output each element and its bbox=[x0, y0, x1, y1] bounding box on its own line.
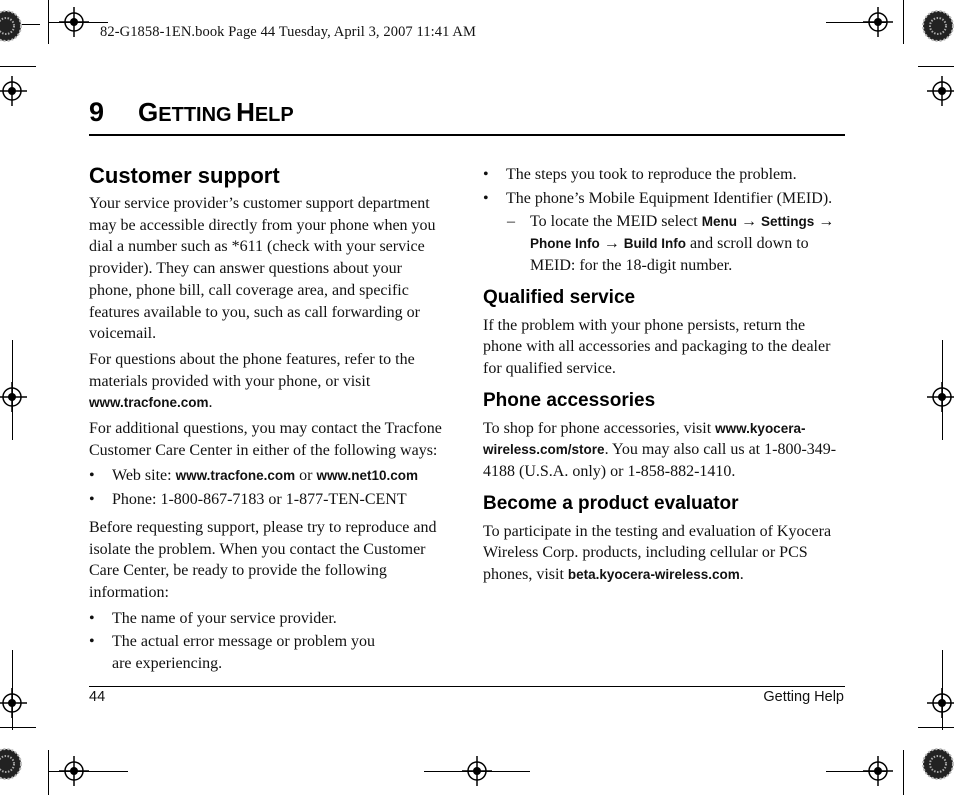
left-column bbox=[89, 163, 449, 681]
product-evaluator-paragraph: To participate in the testing and evaluation of Kyocera Wireless Corp. products, including cellular or PCS phones, visit beta.kyocera-wireless.com. bbox=[483, 522, 832, 584]
list-item: • The actual error message or problem you are experiencing. bbox=[89, 633, 376, 673]
kyocera-store-link[interactable]: www.kyocera-wireless.com/store bbox=[483, 420, 806, 458]
print-slug: 82-G1858-1EN.book Page 44 Tuesday, April 3, 2007 11:41 AM bbox=[100, 24, 476, 40]
menu-path-build-info: Build Info bbox=[623, 236, 686, 252]
customer-support-heading: Customer support bbox=[89, 163, 280, 188]
tracfone-link[interactable]: www.tracfone.com bbox=[89, 395, 209, 411]
qualified-service-heading: Qualified service bbox=[483, 286, 636, 308]
registration-mark-icon bbox=[927, 382, 954, 412]
right-column bbox=[483, 164, 847, 590]
phone-accessories-heading: Phone accessories bbox=[483, 389, 656, 411]
registration-mark-icon bbox=[462, 756, 492, 786]
net10-link[interactable]: www.net10.com bbox=[316, 468, 418, 484]
footer-section-title: Getting Help bbox=[763, 689, 844, 705]
list-item: • The steps you took to reproduce the problem. bbox=[483, 166, 797, 183]
product-evaluator-heading: Become a product evaluator bbox=[483, 492, 739, 514]
customer-support-paragraph: Your service provider’s customer support department may be accessible directly from your phone when you dial a number such as *611 (check with your service provider). They can answer questions about your phone, phone bill, call coverage area, and specific features available to you, such as call forwarding or voicemail. bbox=[89, 195, 436, 343]
color-target-icon bbox=[922, 10, 954, 42]
additional-questions-paragraph: For additional questions, you may contact the Tracfone Customer Care Center in either of the following ways: bbox=[89, 420, 442, 459]
chapter-title: 9 GETTING HELP bbox=[89, 97, 294, 127]
registration-mark-icon bbox=[863, 7, 893, 37]
menu-path-settings: Settings bbox=[760, 214, 815, 230]
footer-rule bbox=[89, 686, 845, 687]
list-item: • The name of your service provider. bbox=[89, 609, 337, 627]
registration-mark-icon bbox=[59, 756, 89, 786]
menu-path-phone-info: Phone Info bbox=[530, 236, 600, 252]
info-list-continued bbox=[483, 164, 847, 277]
phone-features-paragraph: For questions about the phone features, refer to the materials provided with your phone, or visit www.tracfone.com. bbox=[89, 350, 415, 412]
chapter-number: 9 bbox=[89, 97, 105, 127]
menu-path-menu: Menu bbox=[701, 214, 737, 230]
phone-accessories-paragraph: To shop for phone accessories, visit www.kyocera-wireless.com/store. You may also call us at 1-800-349-4188 (U.S.A. only) or 1-858-882-1410. bbox=[483, 419, 837, 481]
registration-mark-icon bbox=[0, 76, 27, 106]
meid-instructions: – To locate the MEID select Menu → Settings → Phone Info → Build Info and scroll down to MEID: for the 18-digit number. bbox=[507, 213, 835, 274]
kyocera-beta-link[interactable]: beta.kyocera-wireless.com bbox=[567, 567, 740, 583]
list-item: • The phone’s Mobile Equipment Identifier (MEID). bbox=[483, 189, 833, 207]
registration-mark-icon bbox=[0, 382, 27, 412]
registration-mark-icon bbox=[863, 756, 893, 786]
color-target-icon bbox=[0, 10, 22, 42]
qualified-service-paragraph: If the problem with your phone persists, return the phone with all accessories and packaging to the dealer for qualified service. bbox=[483, 316, 831, 377]
registration-mark-icon bbox=[927, 76, 954, 106]
registration-mark-icon bbox=[0, 688, 27, 718]
page-number: 44 bbox=[89, 689, 106, 705]
registration-mark-icon bbox=[59, 7, 89, 37]
info-list bbox=[89, 608, 449, 675]
before-support-paragraph: Before requesting support, please try to reproduce and isolate the problem. When you contact the Customer Care Center, be ready to provide the following information: bbox=[89, 518, 437, 601]
color-target-icon bbox=[0, 748, 22, 780]
list-item: • Web site: www.tracfone.com or www.net10.com bbox=[89, 467, 418, 485]
tracfone-link[interactable]: www.tracfone.com bbox=[175, 468, 296, 484]
registration-mark-icon bbox=[927, 688, 954, 718]
color-target-icon bbox=[922, 748, 954, 780]
list-item: • Phone: 1-800-867-7183 or 1-877-TEN-CENT bbox=[89, 491, 407, 509]
header-rule bbox=[89, 134, 845, 136]
contact-list bbox=[89, 465, 449, 510]
